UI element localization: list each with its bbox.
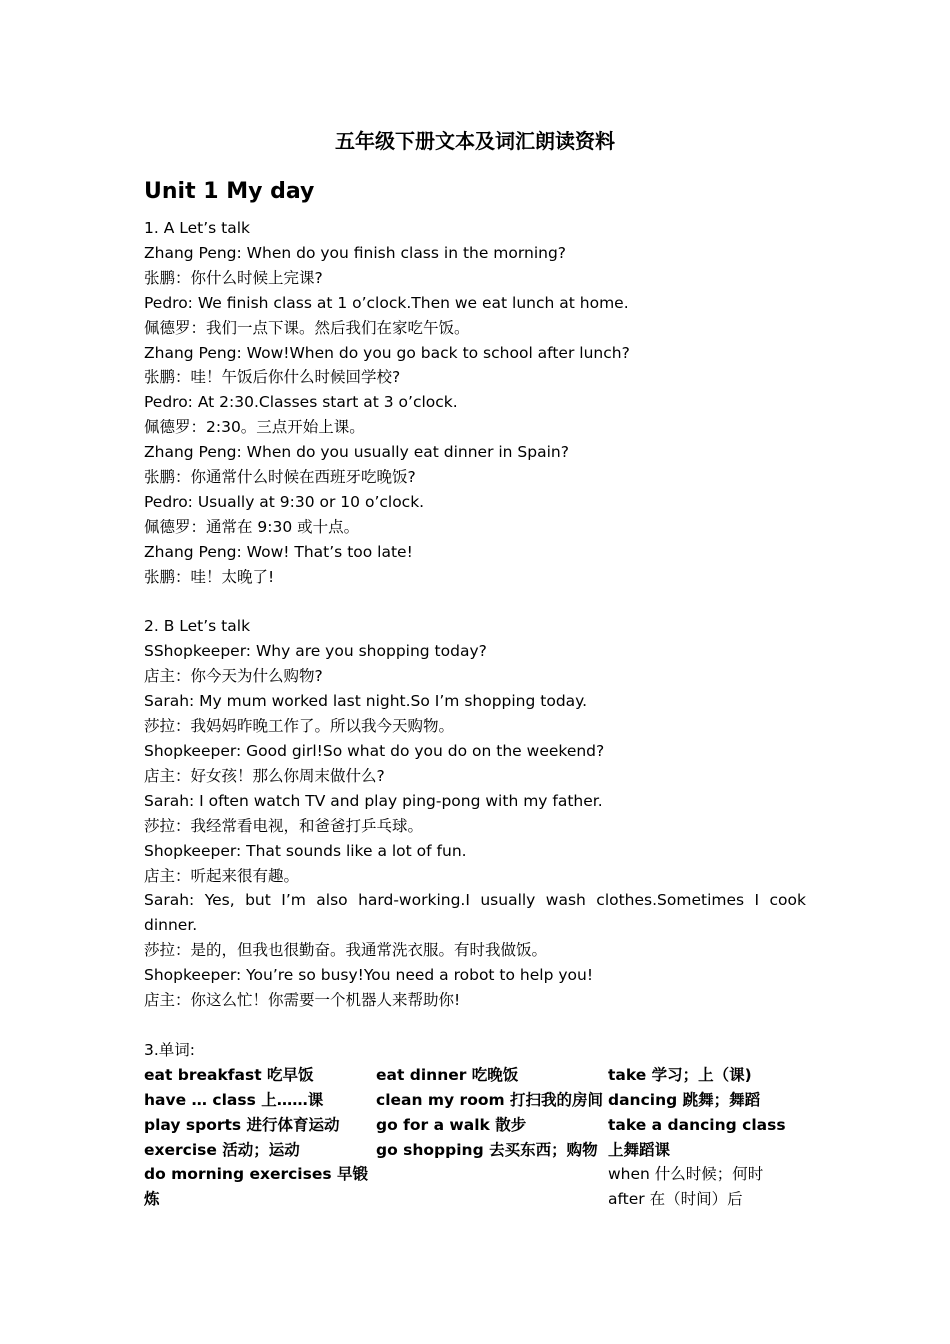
vocabulary-item: go shopping 去买东西；购物 [376,1140,598,1159]
dialogue-line: 佩德罗：我们一点下课。然后我们在家吃午饭。 [144,318,470,337]
vocabulary-table [144,1063,806,1212]
dialogue-line: 店主：听起来很有趣。 [144,866,300,885]
dialogue-line: Zhang Peng: Wow! That’s too late! [144,542,413,561]
blank-line [144,590,806,615]
dialogue-line: 张鹏：你通常什么时候在西班牙吃晚饭? [144,468,416,487]
dialogue-line: Sarah: I often watch TV and play ping-pong with my father. [144,791,603,810]
vocabulary-item: clean my room 打扫我的房间 [376,1090,604,1109]
dialogue-line: 张鹏：哇！太晚了! [144,567,275,586]
vocabulary-item: take 学习；上（课) [608,1065,752,1084]
dialogue-line: 张鹏：哇！午饭后你什么时候回学校? [144,368,401,387]
vocabulary-column-1 [144,1063,376,1212]
dialogue-line: 佩德罗：通常在 9:30 或十点。 [144,517,360,536]
vocabulary-item: play sports 进行体育运动 [144,1115,340,1134]
vocabulary-item: do morning exercises 早锻炼 [144,1165,368,1209]
vocabulary-item: eat breakfast 吃早饭 [144,1065,314,1084]
dialogue-line: Shopkeeper: You’re so busy!You need a robot to help you! [144,966,594,985]
dialogue-line: Pedro: At 2:30.Classes start at 3 o’clock. [144,393,458,412]
dialogue-line: 莎拉：是的，但我也很勤奋。我通常洗衣服。有时我做饭。 [144,941,548,960]
dialogue-line: 店主：好女孩！那么你周末做什么? [144,766,385,785]
vocabulary-column-3 [608,1063,806,1212]
vocabulary-item: when 什么时候；何时 [608,1165,764,1184]
vocabulary-item: go for a walk 散步 [376,1115,527,1134]
dialogue-line: Zhang Peng: Wow!When do you go back to school after lunch? [144,343,630,362]
dialogue-line: Zhang Peng: When do you usually eat dinner in Spain? [144,443,569,462]
document-title: 五年级下册文本及词汇朗读资料 [335,129,615,153]
dialogue-line: 莎拉：我经常看电视，和爸爸打乒乓球。 [144,816,424,835]
dialogue-line: 佩德罗：2:30。三点开始上课。 [144,418,365,437]
dialogue-line: Pedro: We finish class at 1 o’clock.Then we eat lunch at home. [144,293,629,312]
section-heading: 1. A Let’s talk [144,219,251,237]
section-heading: 2. B Let’s talk [144,617,251,636]
vocabulary-item: have … class 上……课 [144,1090,324,1109]
dialogue-line: 莎拉：我妈妈昨晚工作了。所以我今天购物。 [144,717,455,736]
vocabulary-item: eat dinner 吃晚饭 [376,1065,519,1084]
document-body [144,216,806,1212]
dialogue-line: Shopkeeper: That sounds like a lot of fun. [144,841,467,860]
vocabulary-item: dancing 跳舞；舞蹈 [608,1090,761,1109]
unit-title: Unit 1 My day [144,179,315,204]
vocabulary-item: after 在（时间）后 [608,1190,743,1209]
vocabulary-column-2 [376,1063,608,1212]
dialogue-line: Zhang Peng: When do you finish class in the morning? [144,243,567,262]
dialogue-line: Pedro: Usually at 9:30 or 10 o’clock. [144,492,425,511]
dialogue-line: Sarah: Yes, but I’m also hard-working.I usually wash clothes.Sometimes I cook dinner. [144,891,806,935]
vocabulary-item: take a dancing class 上舞蹈课 [608,1115,786,1159]
dialogue-line: 张鹏：你什么时候上完课? [144,268,323,287]
vocabulary-item: exercise 活动；运动 [144,1140,300,1159]
section-heading: 3.单词: [144,1040,196,1059]
dialogue-line: 店主：你今天为什么购物? [144,667,323,686]
dialogue-line: 店主：你这么忙！你需要一个机器人来帮助你! [144,991,461,1010]
dialogue-line: Sarah: My mum worked last night.So I’m shopping today. [144,692,588,711]
blank-line [144,1013,806,1038]
dialogue-line: SShopkeeper: Why are you shopping today? [144,642,487,661]
dialogue-line: Shopkeeper: Good girl!So what do you do on the weekend? [144,742,605,761]
